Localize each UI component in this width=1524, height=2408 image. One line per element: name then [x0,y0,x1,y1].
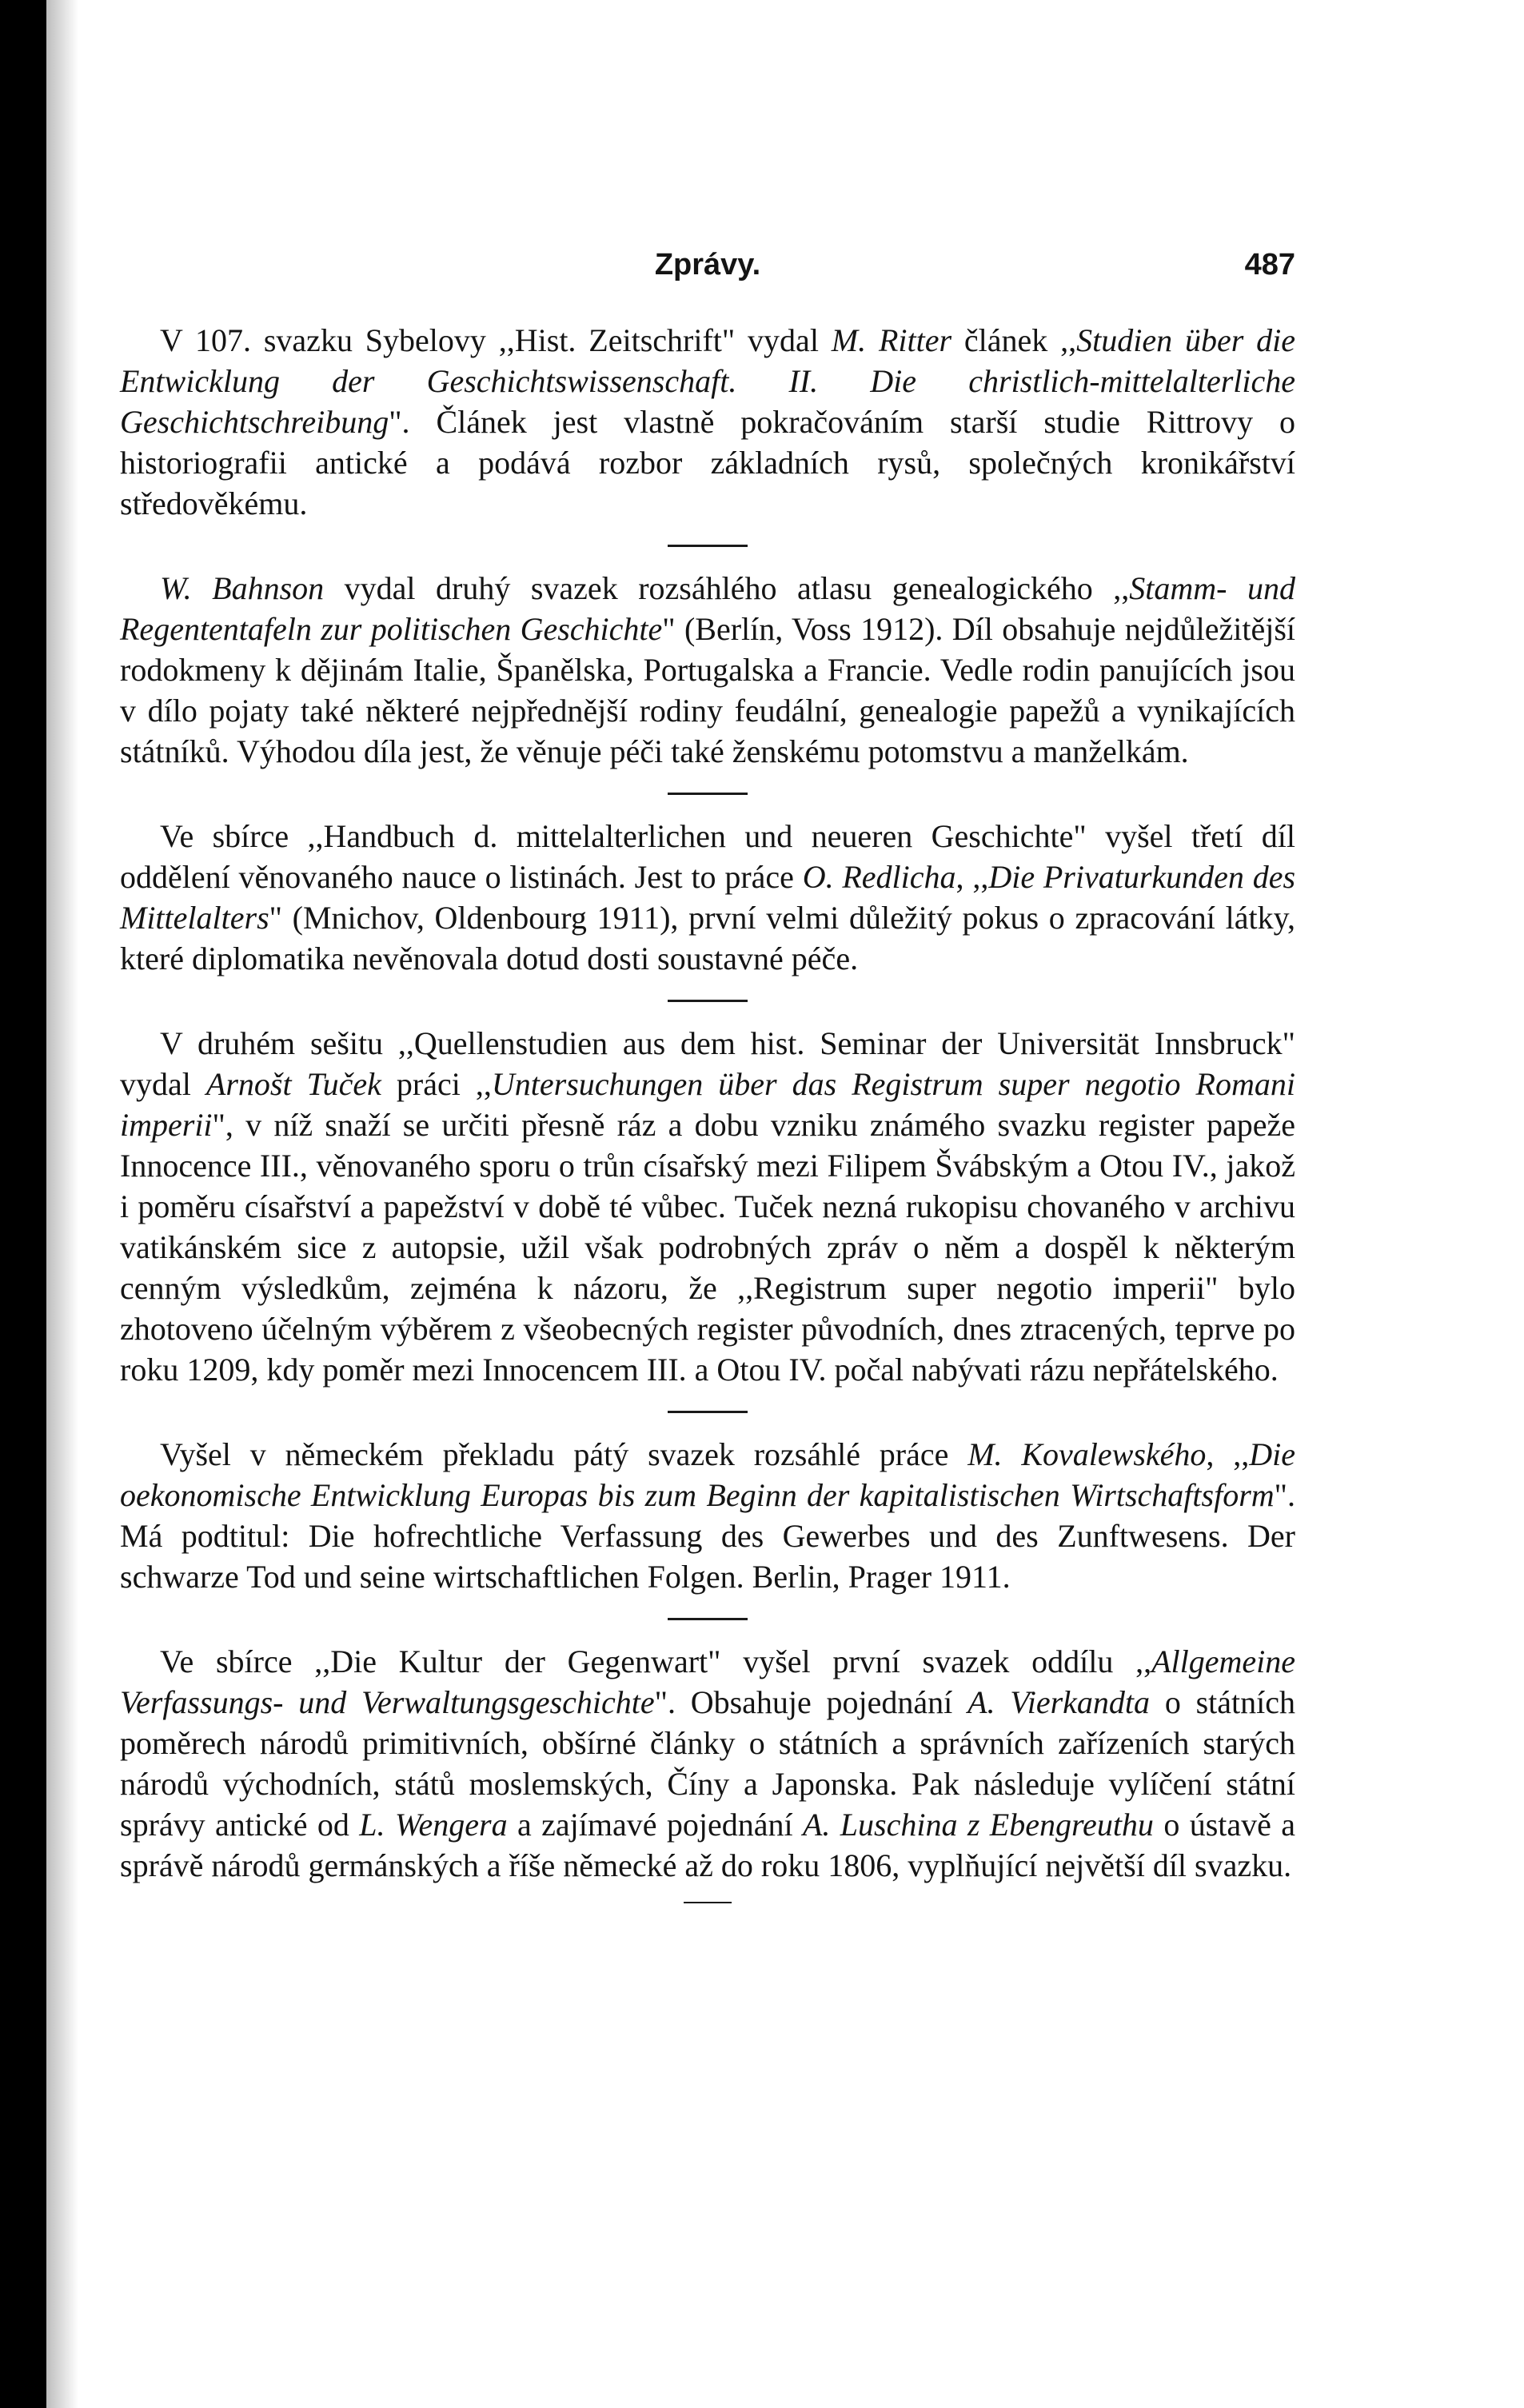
paragraph-2 [120,568,1295,772]
text-segment: Ve sbírce ,,Die Kultur der Gegenwart" vyšel první svazek oddílu ,, [160,1643,1152,1679]
end-separator [684,1902,732,1903]
page-edge-shadow [46,0,78,2408]
text-segment: " (Mnichov, Oldenbourg 1911), první velmi důležitý pokus o zpracování látky, které diplomatika nevěnovala dotud dosti soustavné péče. [120,900,1295,976]
book-page [46,0,1524,2408]
text-segment: a zajímavé pojednání [507,1807,803,1843]
section-separator [668,545,748,547]
text-block [120,240,1295,1903]
text-segment: " (Berlín, Voss 1912). Díl obsahuje nejdůležitější rodokmeny k dějinám Italie, Španělska, Portugalska a Francie. Vedle rodin panujících jsou v dílo pojaty také některé nejpřednější rodiny feudální, genealogie papežů a vynikajících státníků. Výhodou díla jest, že věnuje péči také ženskému potomstvu a manželkám. [120,611,1296,769]
text-segment: o ústavě a správě národů germánských a říše německé až do roku 1806, vyplňující největší díl svazku. [120,1807,1296,1883]
italic-text-segment: M. Ritter [831,322,952,358]
text-segment: ", v níž snaží se určiti přesně ráz a dobu vzniku známého svazku register papeže Innocence III., věnovaného sporu o trůn císařský mezi Filipem Švábským a Otou IV., jakož i poměru císařství a papežství v době té vůbec. Tuček nezná rukopisu chovaného v archivu vatikánském sice z autopsie, užil však podrobných zpráv o něm a dospěl k některým cenným výsledkům, zejména k názoru, že ,,Registrum super negotio imperii" bylo zhotoveno účelným výběrem z všeobecných register původních, dnes ztracených, teprve po roku 1209, kdy poměr mezi Innocencem III. a Otou IV. počal nabývati rázu nepřátelského. [120,1107,1295,1388]
page-number: 487 [1244,248,1295,282]
italic-text-segment: Die Privaturkunden des Mittelalters [120,859,1296,936]
page-header [120,240,1295,288]
italic-text-segment: O. Redlicha [802,859,956,895]
section-separator [668,1411,748,1413]
italic-text-segment: Studien über die Entwicklung der Geschichtswissenschaft. II. Die christlich-mittelalterliche Geschichtschreibung [120,322,1295,440]
text-segment: ". Má podtitul: Die hofrechtliche Verfassung des Gewerbes und des Zunftwesens. Der schwarze Tod und seine wirtschaftlichen Folgen. Berlin, Prager 1911. [120,1477,1295,1595]
text-segment: práci ,, [381,1066,492,1102]
italic-text-segment: A. Vierkandta [967,1684,1151,1720]
text-segment: ". Obsahuje pojednání [654,1684,968,1720]
paragraph-6 [120,1641,1295,1886]
paragraph-3 [120,816,1295,979]
italic-text-segment: Stamm- und Regententafeln zur politischen Geschichte [120,570,1295,647]
running-head: Zprávy. [654,248,761,282]
text-segment: o státních poměrech národů primitivních, obšírné články o státních a správních zařízeních starých národů východních, států moslemských, Číny a Japonska. Pak následuje vylíčení státní správy antické od [120,1684,1296,1843]
text-segment: vydal druhý svazek rozsáhlého atlasu genealogického ,, [324,570,1130,606]
text-segment: V druhém sešitu ,,Quellenstudien aus dem hist. Seminar der Universität Innsbruck" vydal [120,1025,1295,1102]
text-segment: Vyšel v německém překladu pátý svazek rozsáhlé práce [160,1436,968,1472]
italic-text-segment: A. Luschina z Ebengreuthu [802,1807,1154,1843]
italic-text-segment: Die oekonomische Entwicklung Europas bis zum Beginn der kapitalistischen Wirtschaftsform [120,1436,1296,1513]
paragraph-5 [120,1434,1295,1597]
italic-text-segment: M. Kovalewského [967,1436,1207,1472]
italic-text-segment: L. Wengera [359,1807,508,1843]
text-segment: , ,, [1206,1436,1250,1472]
text-segment: Ve sbírce ,,Handbuch d. mittelalterlichen und neueren Geschichte" vyšel třetí díl oddělení věnovaného nauce o listinách. Jest to práce [120,818,1295,895]
italic-text-segment: Arnošt Tuček [205,1066,381,1102]
section-separator [668,1000,748,1002]
paragraph-4 [120,1023,1295,1390]
section-separator [668,1618,748,1620]
paragraph-1 [120,320,1295,524]
italic-text-segment: Untersuchungen über das Registrum super negotio Romani imperii [120,1066,1295,1143]
text-segment: článek ,, [952,322,1077,358]
text-segment: V 107. svazku Sybelovy ,,Hist. Zeitschrift" vydal [160,322,832,358]
italic-text-segment: Allgemeine Verfassungs- und Verwaltungsgeschichte [120,1643,1295,1720]
section-separator [668,793,748,795]
italic-text-segment: W. Bahnson [160,570,325,606]
text-segment: , ,, [955,859,989,895]
text-segment: ". Článek jest vlastně pokračováním starší studie Rittrovy o historiografii antické a podává rozbor základních rysů, společných kronikářství středověkému. [120,404,1295,521]
